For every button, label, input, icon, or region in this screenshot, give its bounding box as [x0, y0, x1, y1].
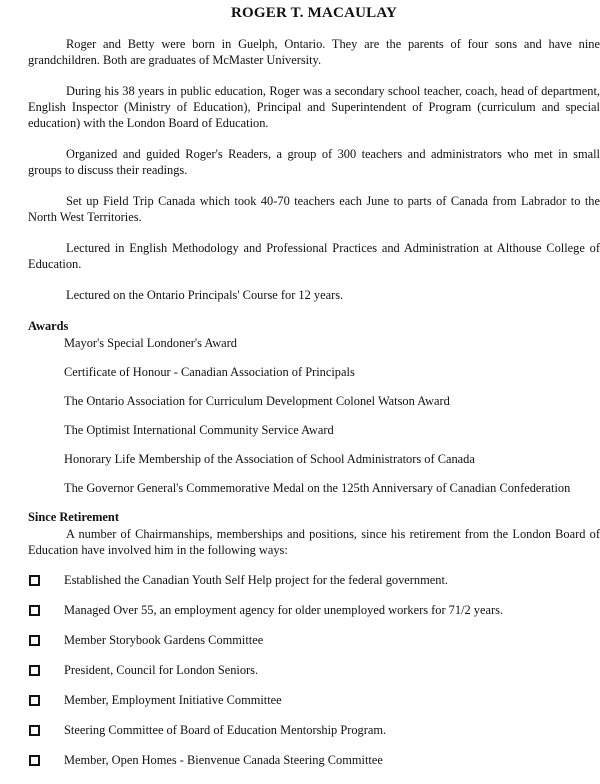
retirement-item — [28, 632, 600, 648]
retirement-item-text: Steering Committee of Board of Education Mentorship Program. — [64, 723, 387, 737]
square-bullet-icon — [29, 575, 40, 586]
retirement-item — [28, 722, 600, 738]
retirement-heading: Since Retirement — [28, 510, 119, 524]
square-bullet-icon — [29, 605, 40, 616]
bio-paragraph: Organized and guided Roger's Readers, a group of 300 teachers and administrators who met in small groups to discuss their readings. — [28, 147, 600, 177]
retirement-item-text: Managed Over 55, an employment agency for older unemployed workers for 71/2 years. — [64, 603, 504, 617]
award-item: The Optimist International Community Service Award — [64, 423, 334, 437]
document-page — [28, 4, 600, 782]
biography-section — [28, 36, 600, 303]
bio-paragraph: Lectured in English Methodology and Professional Practices and Administration at Althouse College of Education. — [28, 241, 600, 271]
retirement-item-text: Member Storybook Gardens Committee — [64, 633, 264, 647]
retirement-item-text: Member, Employment Initiative Committee — [64, 693, 282, 707]
bio-paragraph: Set up Field Trip Canada which took 40-70 teachers each June to parts of Canada from Labrador to the North West Territories. — [28, 194, 600, 224]
retirement-section — [28, 509, 600, 768]
retirement-item — [28, 572, 600, 588]
retirement-item — [28, 662, 600, 678]
retirement-item-text: Established the Canadian Youth Self Help project for the federal government. — [64, 573, 449, 587]
award-item: Certificate of Honour - Canadian Association of Principals — [64, 365, 355, 379]
awards-section — [28, 318, 600, 496]
award-item: Mayor's Special Londoner's Award — [64, 336, 237, 350]
retirement-item-text: President, Council for London Seniors. — [64, 663, 259, 677]
bio-paragraph: Roger and Betty were born in Guelph, Ontario. They are the parents of four sons and have nine grandchildren. Both are graduates of McMaster University. — [28, 37, 600, 67]
square-bullet-icon — [29, 725, 40, 736]
document-title: ROGER T. MACAULAY — [230, 5, 398, 21]
square-bullet-icon — [29, 635, 40, 646]
award-item: The Governor General's Commemorative Medal on the 125th Anniversary of Canadian Confederation — [64, 481, 571, 495]
retirement-intro: A number of Chairmanships, memberships and positions, since his retirement from the London Board of Education have involved him in the following ways: — [28, 527, 600, 557]
retirement-item — [28, 602, 600, 618]
retirement-item-text: Member, Open Homes - Bienvenue Canada Steering Committee — [64, 753, 383, 767]
award-item: Honorary Life Membership of the Association of School Administrators of Canada — [64, 452, 475, 466]
award-item: The Ontario Association for Curriculum Development Colonel Watson Award — [64, 394, 450, 408]
awards-heading: Awards — [28, 319, 69, 333]
retirement-item — [28, 692, 600, 708]
square-bullet-icon — [29, 755, 40, 766]
retirement-item — [28, 752, 600, 768]
square-bullet-icon — [29, 695, 40, 706]
bio-paragraph: Lectured on the Ontario Principals' Course for 12 years. — [66, 288, 344, 302]
bio-paragraph: During his 38 years in public education, Roger was a secondary school teacher, coach, head of department, English Inspector (Ministry of Education), Principal and Superintendent of Program (curriculum and special education) with the London Board of Education. — [28, 84, 600, 130]
square-bullet-icon — [29, 665, 40, 676]
